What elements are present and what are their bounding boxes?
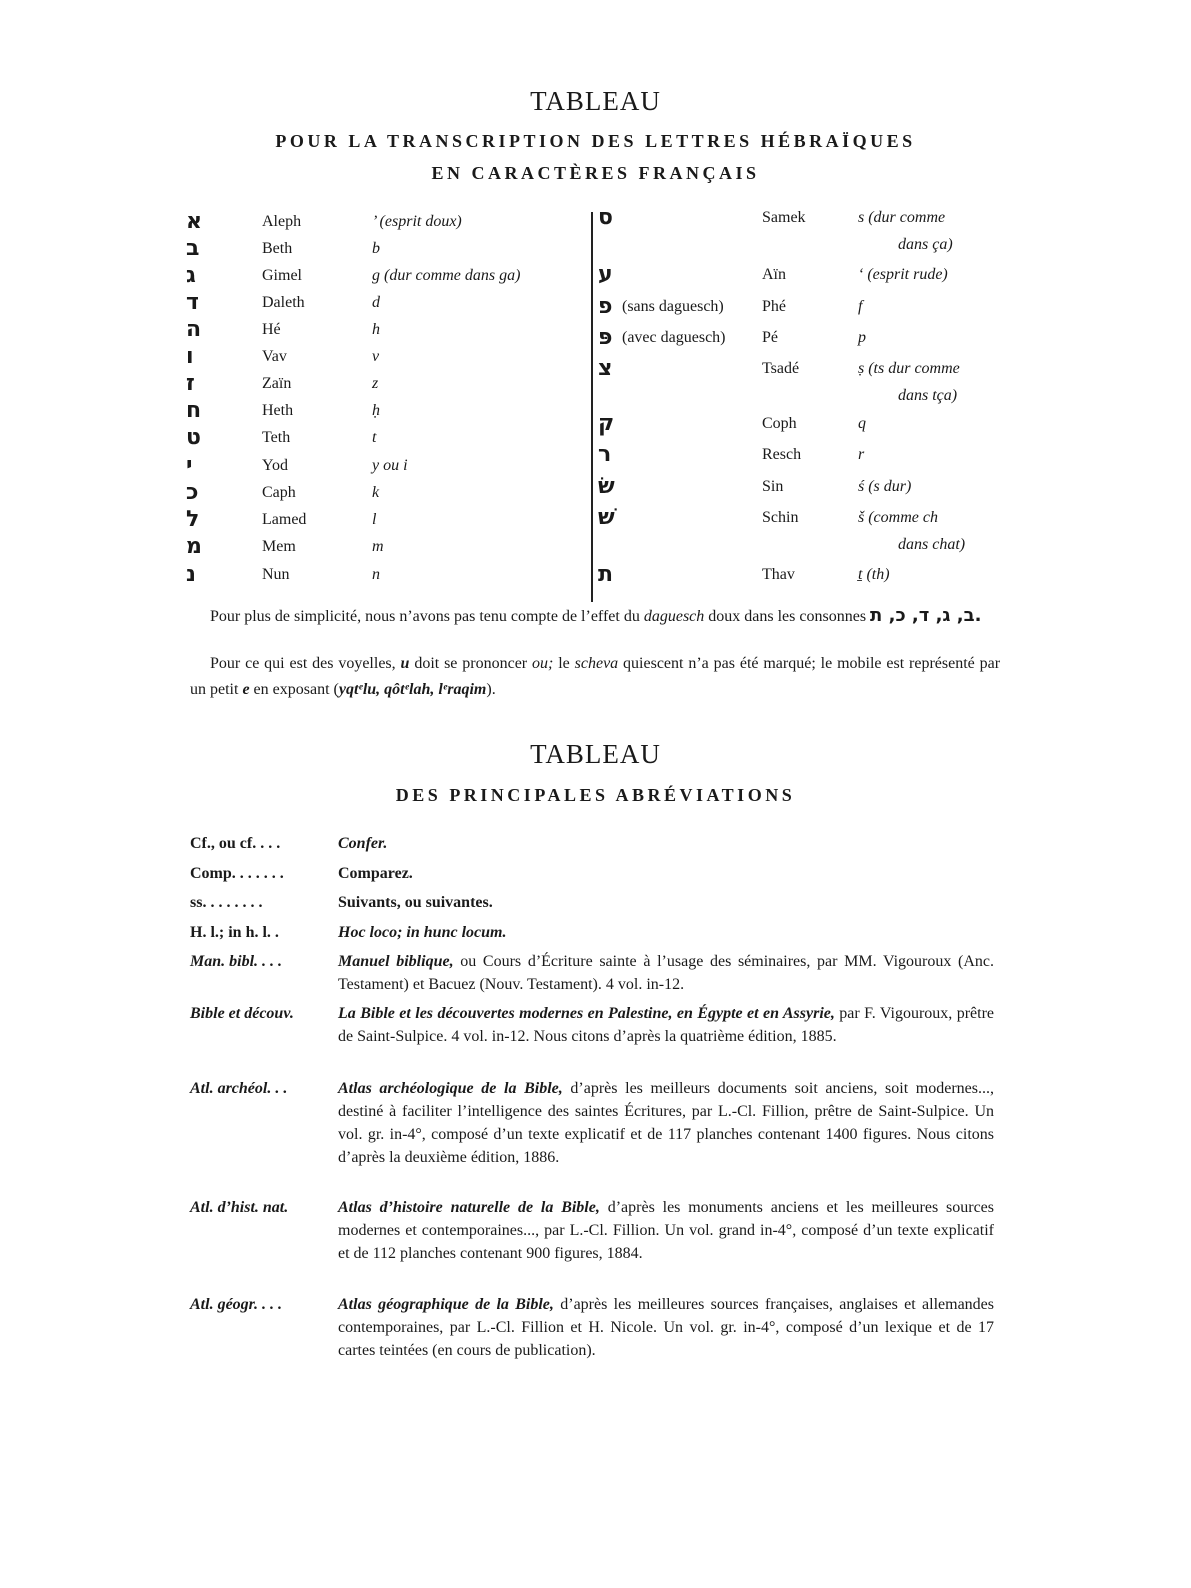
hebrew-letter: ז [186,371,195,396]
hebrew-letter: ר [598,442,612,467]
note-voyelles [190,651,1000,703]
note-text: le [558,655,570,672]
hebrew-letter: ט [186,425,201,450]
section2-title: TABLEAU [530,739,661,769]
abbreviation-definition [338,921,994,944]
abbreviation-detail: ou Cours d’Écriture sainte à l’usage des séminaires, par MM. Vigouroux (Anc. Testament) et Bacuez (Nouv. Testament). 4 vol. in-12. [338,953,994,993]
section1-subtitle-line2: EN CARACTÈRES FRANÇAIS [431,163,760,183]
letter-transliteration: p [858,329,866,346]
abbreviation-key: ss. . . . . . . . [190,894,263,911]
letter-transliteration: z [372,375,379,392]
letter-transliteration: s (dur comme [858,209,946,226]
table-divider [591,212,593,602]
abbreviation-title: La Bible et les découvertes modernes en Palestine, en Égypte et en Assyrie, [338,1005,835,1022]
letter-name: Aïn [762,266,786,283]
section1-title: TABLEAU [530,86,661,116]
hebrew-letter: פ [598,294,613,319]
hebrew-letter: ק [598,411,615,436]
abbreviation-key: Atl. archéol. . . [190,1080,288,1097]
abbreviation-title: Confer. [338,835,388,852]
abbreviation-detail: d’après les meilleures sources françaises, anglaises et allemandes contemporaines, par L.-Cl. Fillion et H. Nicole. Un vol. gr. in-4°, composé d’un lexique et de 17 cartes teintées (en cours de publication). [338,1296,995,1359]
abbreviation-title: Atlas d’histoire naturelle de la Bible, [338,1199,600,1216]
letter-transliteration: d [372,294,380,311]
letter-transliteration: y ou i [372,457,408,474]
letter-transliteration: ṣ (ts dur comme [858,360,960,377]
section2-subtitle: DES PRINCIPALES ABRÉVIATIONS [395,785,796,805]
hebrew-transcription-table [0,0,1191,700]
letter-name: Zaïn [262,375,292,392]
note-text: Pour plus de simplicité, nous n’avons pas tenu compte de l’effet du [210,608,640,625]
note-daguesch [190,603,1000,630]
note-term: daguesch [643,608,705,625]
letter-name: Yod [262,457,288,474]
abbreviation-detail: Suivants, ou suivantes. [338,894,493,911]
letter-transliteration: v [372,348,380,365]
letter-transliteration: m [372,538,384,555]
letter-name: Caph [262,484,296,501]
note-examples: yqtᵉlu, qôtᵉlah, lᵉraqim [338,681,487,698]
letter-name: Pé [762,329,778,346]
abbreviation-definition [338,1077,994,1169]
letter-name: Sin [762,478,784,495]
letter-transliteration: n [372,566,380,583]
letter-transliteration: f [858,298,863,315]
abbreviation-title: Manuel biblique, [338,953,454,970]
hebrew-letter: א [186,209,203,234]
letter-name: Tsadé [762,360,800,377]
letter-transliteration: ‘ (esprit rude) [858,266,948,283]
hebrew-letter: ד [186,290,199,315]
abbreviation-key: Cf., ou cf. . . . [190,835,281,852]
abbreviation-definition [338,891,994,914]
letter-name: Lamed [262,511,307,528]
letter-transliteration: l [372,511,377,528]
abbreviation-definition [338,1002,994,1048]
abbreviation-detail: Comparez. [338,865,413,882]
hebrew-letter: ו [186,344,194,369]
hebrew-letter: ס [598,205,613,230]
letter-name: Aleph [262,213,302,230]
letter-transliteration-cont: dans chat) [898,536,966,553]
note-text: en exposant ( [253,681,339,698]
note-text: ). [486,681,496,698]
letter-transliteration: ḥ [372,402,380,419]
letter-transliteration: k [372,484,380,501]
abbreviation-detail: par F. Vigouroux, prêtre de Saint-Sulpice. 4 vol. in-12. Nous citons d’après la quatrième édition, 1885. [338,1005,994,1045]
letter-transliteration: h [372,321,380,338]
letter-transliteration: š (comme ch [858,509,938,526]
note-text: doit se prononcer [414,655,528,672]
hebrew-letter: כ [186,480,199,505]
letter-transliteration: ś (s dur) [858,478,912,495]
letter-name: Samek [762,209,806,226]
abbreviation-key: Comp. . . . . . . [190,865,284,882]
abbreviation-key: Atl. d’hist. nat. [190,1199,289,1216]
letter-transliteration: g (dur comme dans ga) [372,267,521,284]
abbreviation-key: H. l.; in h. l. . [190,924,279,941]
letter-name: Gimel [262,267,302,284]
letter-transliteration: ’ (esprit doux) [372,213,462,230]
letter-name: Resch [762,446,802,463]
hebrew-letter: ע [598,262,613,287]
note-text: Pour ce qui est des voyelles, [210,655,396,672]
note-term: u [400,655,410,672]
letter-name: Daleth [262,294,305,311]
letter-name: Schin [762,509,799,526]
letter-name: Mem [262,538,296,555]
letter-note: (sans daguesch) [622,298,724,315]
note-hebrew-letters: ב, ג, ד, כ, ת. [870,605,982,626]
abbreviation-key: Bible et découv. [190,1005,294,1022]
note-term: scheva [574,655,619,672]
section1-subtitle-line1: POUR LA TRANSCRIPTION DES LETTRES HÉBRAÏQUES [275,131,916,151]
hebrew-letter: צ [598,356,613,381]
letter-name: Heth [262,402,294,419]
note-term: e [242,681,250,698]
letter-name: Nun [262,566,290,583]
abbreviation-detail: d’après les monuments anciens et les meilleures sources modernes et contemporaines..., par L.-Cl. Fillion. Un vol. grand in-4°, composé d’un texte explicatif et de 112 planches contenant 900 figures, 1884. [338,1199,994,1262]
letter-transliteration: ṯ (th) [858,566,890,583]
letter-note: (avec daguesch) [622,329,726,346]
hebrew-letter: מ [186,534,202,559]
note-text: doux dans les consonnes [708,608,867,625]
hebrew-letter: שׁ [598,505,615,530]
letter-transliteration-cont: dans tça) [898,387,958,404]
letter-name: Beth [262,240,293,257]
hebrew-letter: שׂ [598,474,615,499]
note-text: quiescent n’a pas été marqué; le mobile est représenté par un petit [190,655,1001,698]
letter-name: Coph [762,415,797,432]
abbreviation-definition [338,950,994,996]
note-term: ou; [532,655,554,672]
abbreviation-title: Atlas archéologique de la Bible, [338,1080,563,1097]
hebrew-letter: נ [186,562,196,587]
abbreviation-title: Hoc loco; in hunc locum. [338,924,507,941]
abbreviation-title: Atlas géographique de la Bible, [338,1296,554,1313]
abbreviation-definition [338,1196,994,1265]
letter-name: Vav [262,348,287,365]
letter-transliteration: b [372,240,380,257]
abbreviation-key: Atl. géogr. . . . [190,1296,283,1313]
letter-transliteration: t [372,429,377,446]
abbreviation-definition [338,832,994,855]
hebrew-letter: ת [598,562,614,587]
letter-name: Hé [262,321,281,338]
hebrew-letter: ה [186,317,202,342]
letter-name: Thav [762,566,795,583]
letter-name: Phé [762,298,786,315]
hebrew-letter: ל [186,507,200,532]
letter-transliteration: q [858,415,866,432]
hebrew-letter: ג [186,263,196,288]
hebrew-letter: ב [186,236,200,261]
abbreviation-definition [338,862,994,885]
hebrew-letter: פּ [598,325,613,350]
hebrew-letter: י [186,453,193,478]
abbreviation-definition [338,1293,994,1362]
letter-transliteration-cont: dans ça) [898,236,953,253]
letter-name: Teth [262,429,291,446]
letter-transliteration: r [858,446,865,463]
hebrew-letter: ח [186,398,202,423]
abbreviation-key: Man. bibl. . . . [190,953,283,970]
abbreviation-detail: d’après les meilleurs documents soit anciens, soit modernes..., destiné à faciliter l’intelligence des saintes Écritures, par L.-Cl. Fillion, prêtre de Saint-Sulpice. Un vol. gr. in-4°, composé d’un texte explicatif et de 117 planches contenant 1400 figures. Nous citons d’après la deuxième édition, 1886. [338,1080,994,1166]
